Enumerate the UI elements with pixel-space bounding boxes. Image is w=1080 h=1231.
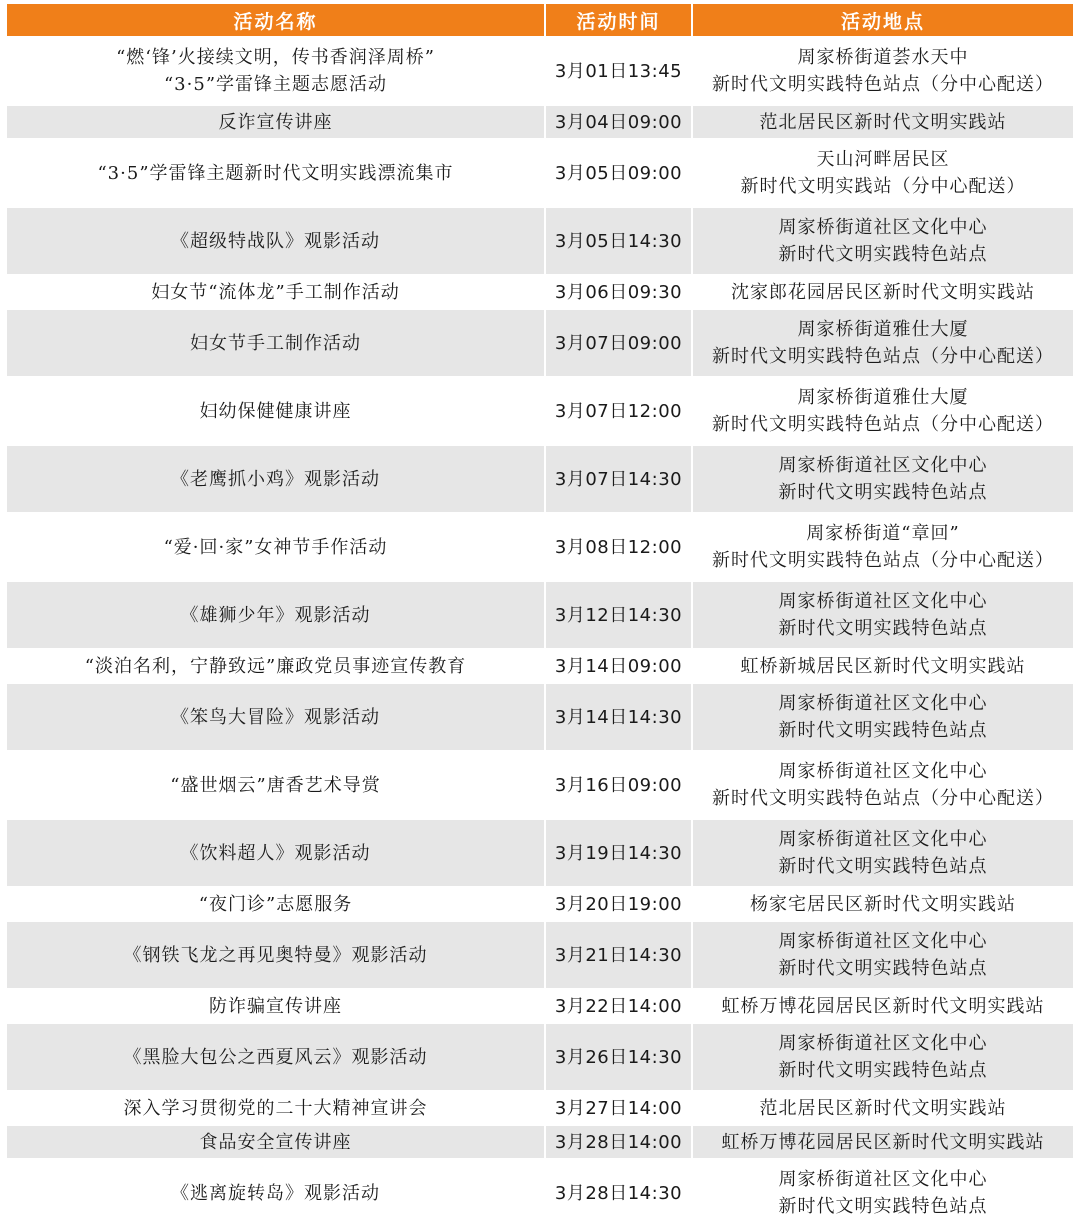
activity-place: 新时代文明实践特色站点（分中心配送） — [712, 788, 1054, 809]
activity-name-cell — [7, 819, 545, 887]
activity-name-cell — [7, 989, 545, 1023]
activity-place-cell — [692, 37, 1073, 105]
activity-place: 范北居民区新时代文明实践站 — [759, 111, 1007, 133]
activity-place-cell — [692, 309, 1073, 377]
table-row — [7, 751, 1073, 819]
activity-name-cell — [7, 513, 545, 581]
table-row — [7, 139, 1073, 207]
activity-place-cell — [692, 105, 1073, 139]
activity-name-cell — [7, 1023, 545, 1091]
activity-time: 3月28日14:00 — [545, 1125, 692, 1159]
activity-place: 周家桥街道社区文化中心 — [778, 931, 988, 952]
activity-place: 周家桥街道社区文化中心 — [778, 1169, 988, 1190]
activity-name: 深入学习贯彻党的二十大精神宣讲会 — [123, 1097, 428, 1119]
activity-place-cell — [692, 513, 1073, 581]
table-row — [7, 683, 1073, 751]
header-activity-name: 活动名称 — [7, 4, 545, 37]
activity-place: 新时代文明实践特色站点（分中心配送） — [712, 550, 1054, 571]
activity-place: 周家桥街道社区文化中心 — [778, 829, 988, 850]
activity-name: 食品安全宣传讲座 — [199, 1131, 352, 1153]
activity-time: 3月08日12:00 — [545, 513, 692, 581]
activity-place: 新时代文明实践站（分中心配送） — [740, 176, 1026, 197]
activity-place: 周家桥街道社区文化中心 — [778, 693, 988, 714]
activity-name: 《笨鸟大冒险》观影活动 — [171, 706, 380, 728]
activity-place-cell — [692, 887, 1073, 921]
activity-name-cell — [7, 649, 545, 683]
activity-time: 3月04日09:00 — [545, 105, 692, 139]
activity-name-cell — [7, 445, 545, 513]
activity-place: 周家桥街道社区文化中心 — [778, 1033, 988, 1054]
table-row — [7, 309, 1073, 377]
activity-place: 新时代文明实践特色站点 — [778, 1196, 988, 1217]
activity-name: “燃‘锋’火接续文明，传书香润泽周桥” — [116, 47, 435, 68]
activity-place: 虹桥万博花园居民区新时代文明实践站 — [721, 1131, 1045, 1153]
activity-name: 妇女节手工制作活动 — [190, 332, 361, 354]
activity-place-cell — [692, 649, 1073, 683]
activity-name: 《逃离旋转岛》观影活动 — [171, 1182, 380, 1204]
activity-place: 新时代文明实践特色站点 — [778, 856, 988, 877]
activity-place-cell — [692, 139, 1073, 207]
activity-time: 3月19日14:30 — [545, 819, 692, 887]
activity-name-cell — [7, 581, 545, 649]
activity-time: 3月07日09:00 — [545, 309, 692, 377]
activity-time: 3月28日14:30 — [545, 1159, 692, 1226]
activity-name: “爱·回·家”女神节手作活动 — [163, 536, 388, 558]
activity-place: 范北居民区新时代文明实践站 — [759, 1097, 1007, 1119]
table-body — [7, 37, 1073, 1226]
activity-place: 周家桥街道雅仕大厦 — [797, 319, 969, 340]
activity-place-cell — [692, 445, 1073, 513]
activity-name-cell — [7, 683, 545, 751]
activity-name: “夜门诊”志愿服务 — [198, 893, 353, 915]
activity-time: 3月26日14:30 — [545, 1023, 692, 1091]
activity-time: 3月14日14:30 — [545, 683, 692, 751]
table-row — [7, 105, 1073, 139]
activity-place-cell — [692, 275, 1073, 309]
activity-place: 周家桥街道社区文化中心 — [778, 217, 988, 238]
activity-time: 3月07日12:00 — [545, 377, 692, 445]
activity-name: 《老鹰抓小鸡》观影活动 — [171, 468, 380, 490]
table-row — [7, 513, 1073, 581]
activity-name: 反诈宣传讲座 — [218, 111, 333, 133]
activity-place: 杨家宅居民区新时代文明实践站 — [750, 893, 1016, 915]
activity-name-cell — [7, 1091, 545, 1125]
table-row — [7, 1125, 1073, 1159]
activity-time: 3月20日19:00 — [545, 887, 692, 921]
table-row — [7, 37, 1073, 105]
activity-place-cell — [692, 1159, 1073, 1226]
activity-place: 新时代文明实践特色站点 — [778, 482, 988, 503]
table-row — [7, 1091, 1073, 1125]
activity-name-cell — [7, 751, 545, 819]
activity-place-cell — [692, 581, 1073, 649]
activity-name: “3·5”学雷锋主题志愿活动 — [163, 74, 388, 95]
activity-place: 新时代文明实践特色站点（分中心配送） — [712, 414, 1054, 435]
activity-place: 沈家郎花园居民区新时代文明实践站 — [731, 281, 1035, 303]
activity-place-cell — [692, 683, 1073, 751]
activity-place: 新时代文明实践特色站点（分中心配送） — [712, 74, 1054, 95]
activity-place: 新时代文明实践特色站点 — [778, 244, 988, 265]
activity-place: 虹桥万博花园居民区新时代文明实践站 — [721, 995, 1045, 1017]
activity-name-cell — [7, 1159, 545, 1226]
table-row — [7, 207, 1073, 275]
activity-name: “淡泊名利，宁静致远”廉政党员事迹宣传教育 — [84, 655, 467, 677]
activity-place: 天山河畔居民区 — [816, 149, 950, 170]
activity-place-cell — [692, 377, 1073, 445]
activity-place: 新时代文明实践特色站点 — [778, 958, 988, 979]
activity-name: “3·5”学雷锋主题新时代文明实践漂流集市 — [97, 162, 454, 184]
table-row — [7, 819, 1073, 887]
activity-place-cell — [692, 1091, 1073, 1125]
activity-place: 周家桥街道社区文化中心 — [778, 455, 988, 476]
activity-time: 3月07日14:30 — [545, 445, 692, 513]
activity-time: 3月06日09:30 — [545, 275, 692, 309]
activity-name: 《钢铁飞龙之再见奥特曼》观影活动 — [123, 944, 428, 966]
activity-name-cell — [7, 207, 545, 275]
table-row — [7, 649, 1073, 683]
activity-name: 妇幼保健健康讲座 — [199, 400, 352, 422]
activity-name: 妇女节“流体龙”手工制作活动 — [151, 281, 400, 303]
activity-time: 3月05日14:30 — [545, 207, 692, 275]
activity-time: 3月14日09:00 — [545, 649, 692, 683]
activity-place: 周家桥街道雅仕大厦 — [797, 387, 969, 408]
activity-place-cell — [692, 751, 1073, 819]
activity-name-cell — [7, 309, 545, 377]
activity-place-cell — [692, 1125, 1073, 1159]
activity-place-cell — [692, 819, 1073, 887]
table-row — [7, 377, 1073, 445]
header-row — [7, 4, 1073, 37]
activity-time: 3月22日14:00 — [545, 989, 692, 1023]
activity-time: 3月05日09:00 — [545, 139, 692, 207]
activity-place: 新时代文明实践特色站点 — [778, 720, 988, 741]
table-row — [7, 275, 1073, 309]
header-activity-time: 活动时间 — [545, 4, 692, 37]
header-activity-place: 活动地点 — [692, 4, 1073, 37]
activity-name-cell — [7, 275, 545, 309]
activity-place: 新时代文明实践特色站点 — [778, 618, 988, 639]
activity-name: 《饮料超人》观影活动 — [180, 842, 371, 864]
activity-name-cell — [7, 105, 545, 139]
activity-place: 周家桥街道荟水天中 — [797, 47, 969, 68]
table-row — [7, 445, 1073, 513]
activity-name: 《黑脸大包公之西夏风云》观影活动 — [123, 1046, 428, 1068]
activity-name: 《雄狮少年》观影活动 — [180, 604, 371, 626]
activity-schedule-table — [7, 4, 1073, 1226]
activity-name-cell — [7, 377, 545, 445]
activity-place: 新时代文明实践特色站点（分中心配送） — [712, 346, 1054, 367]
activity-name-cell — [7, 37, 545, 105]
activity-name: “盛世烟云”唐香艺术导赏 — [170, 774, 381, 796]
table-row — [7, 887, 1073, 921]
activity-place: 周家桥街道社区文化中心 — [778, 591, 988, 612]
activity-place-cell — [692, 989, 1073, 1023]
table-row — [7, 1159, 1073, 1226]
table-row — [7, 581, 1073, 649]
activity-name-cell — [7, 139, 545, 207]
table-row — [7, 989, 1073, 1023]
activity-name: 防诈骗宣传讲座 — [209, 995, 342, 1017]
activity-time: 3月27日14:00 — [545, 1091, 692, 1125]
activity-name-cell — [7, 1125, 545, 1159]
activity-place: 周家桥街道“章回” — [806, 523, 960, 544]
table-row — [7, 921, 1073, 989]
activity-place-cell — [692, 1023, 1073, 1091]
activity-place-cell — [692, 207, 1073, 275]
activity-place-cell — [692, 921, 1073, 989]
table-row — [7, 1023, 1073, 1091]
activity-place: 周家桥街道社区文化中心 — [778, 761, 988, 782]
activity-time: 3月21日14:30 — [545, 921, 692, 989]
activity-name-cell — [7, 887, 545, 921]
activity-time: 3月01日13:45 — [545, 37, 692, 105]
activity-name: 《超级特战队》观影活动 — [171, 230, 380, 252]
activity-time: 3月12日14:30 — [545, 581, 692, 649]
activity-place: 虹桥新城居民区新时代文明实践站 — [740, 655, 1026, 677]
activity-time: 3月16日09:00 — [545, 751, 692, 819]
activity-name-cell — [7, 921, 545, 989]
activity-place: 新时代文明实践特色站点 — [778, 1060, 988, 1081]
